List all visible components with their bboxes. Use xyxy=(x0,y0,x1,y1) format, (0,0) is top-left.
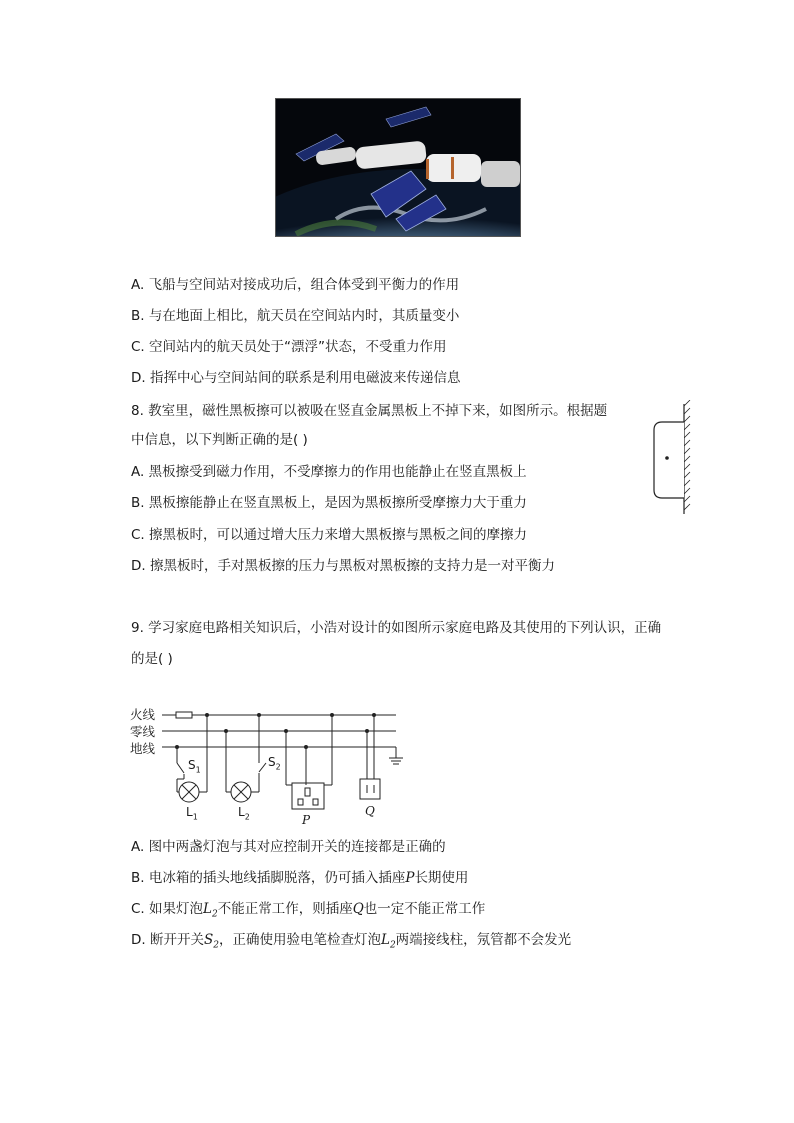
q9-option-b: B. 电冰箱的插头地线插脚脱落，仍可插入插座P长期使用 xyxy=(131,870,469,886)
ground-line-label: 地线 xyxy=(130,741,156,756)
switch-s2-label: $S_2$ xyxy=(268,755,281,772)
q9-option-c: C. 如果灯泡$L_2$不能正常工作，则插座Q也一定不能正常工作 xyxy=(131,901,486,920)
q8-stem-line1: 8. 教室里，磁性黑板擦可以被吸在竖直金属黑板上不掉下来，如图所示。根据题 xyxy=(131,403,608,419)
household-circuit-diagram xyxy=(128,703,408,825)
q8-stem-line2: 中信息，以下判断正确的是( ) xyxy=(131,432,308,448)
space-station-photo xyxy=(275,98,521,237)
socket-q-label: Q xyxy=(365,804,375,818)
socket-p-label: P xyxy=(302,813,311,827)
q8-option-b: B. 黑板擦能静止在竖直黑板上，是因为黑板擦所受摩擦力大于重力 xyxy=(131,495,527,511)
q7-option-d: D. 指挥中心与空间站间的联系是利用电磁波来传递信息 xyxy=(131,370,461,386)
lamp-l1-label: $L_1$ xyxy=(186,805,198,822)
fire-line-label: 火线 xyxy=(130,707,156,722)
q9-stem-line1: 9. 学习家庭电路相关知识后，小浩对设计的如图所示家庭电路及其使用的下列认识，正确 xyxy=(131,620,662,636)
neutral-line-label: 零线 xyxy=(130,724,156,739)
switch-s1-label: $S_1$ xyxy=(188,758,201,775)
blackboard-eraser-figure xyxy=(648,400,696,518)
q8-option-d: D. 擦黑板时，手对黑板擦的压力与黑板对黑板擦的支持力是一对平衡力 xyxy=(131,558,555,574)
q7-option-a: A. 飞船与空间站对接成功后，组合体受到平衡力的作用 xyxy=(131,277,460,293)
q9-stem-line2: 的是( ) xyxy=(131,651,173,667)
q9-option-a: A. 图中两盏灯泡与其对应控制开关的连接都是正确的 xyxy=(131,839,446,855)
q8-option-a: A. 黑板擦受到磁力作用，不受摩擦力的作用也能静止在竖直黑板上 xyxy=(131,464,527,480)
q8-option-c: C. 擦黑板时，可以通过增大压力来增大黑板擦与黑板之间的摩擦力 xyxy=(131,527,528,543)
q7-option-c: C. 空间站内的航天员处于“漂浮”状态，不受重力作用 xyxy=(131,339,447,355)
q9-option-d: D. 断开开关$S_2$，正确使用验电笔检查灯泡$L_2$两端接线柱，氖管都不会发光 xyxy=(131,932,572,951)
q7-option-b: B. 与在地面上相比，航天员在空间站内时，其质量变小 xyxy=(131,308,460,324)
lamp-l2-label: $L_2$ xyxy=(238,805,250,822)
